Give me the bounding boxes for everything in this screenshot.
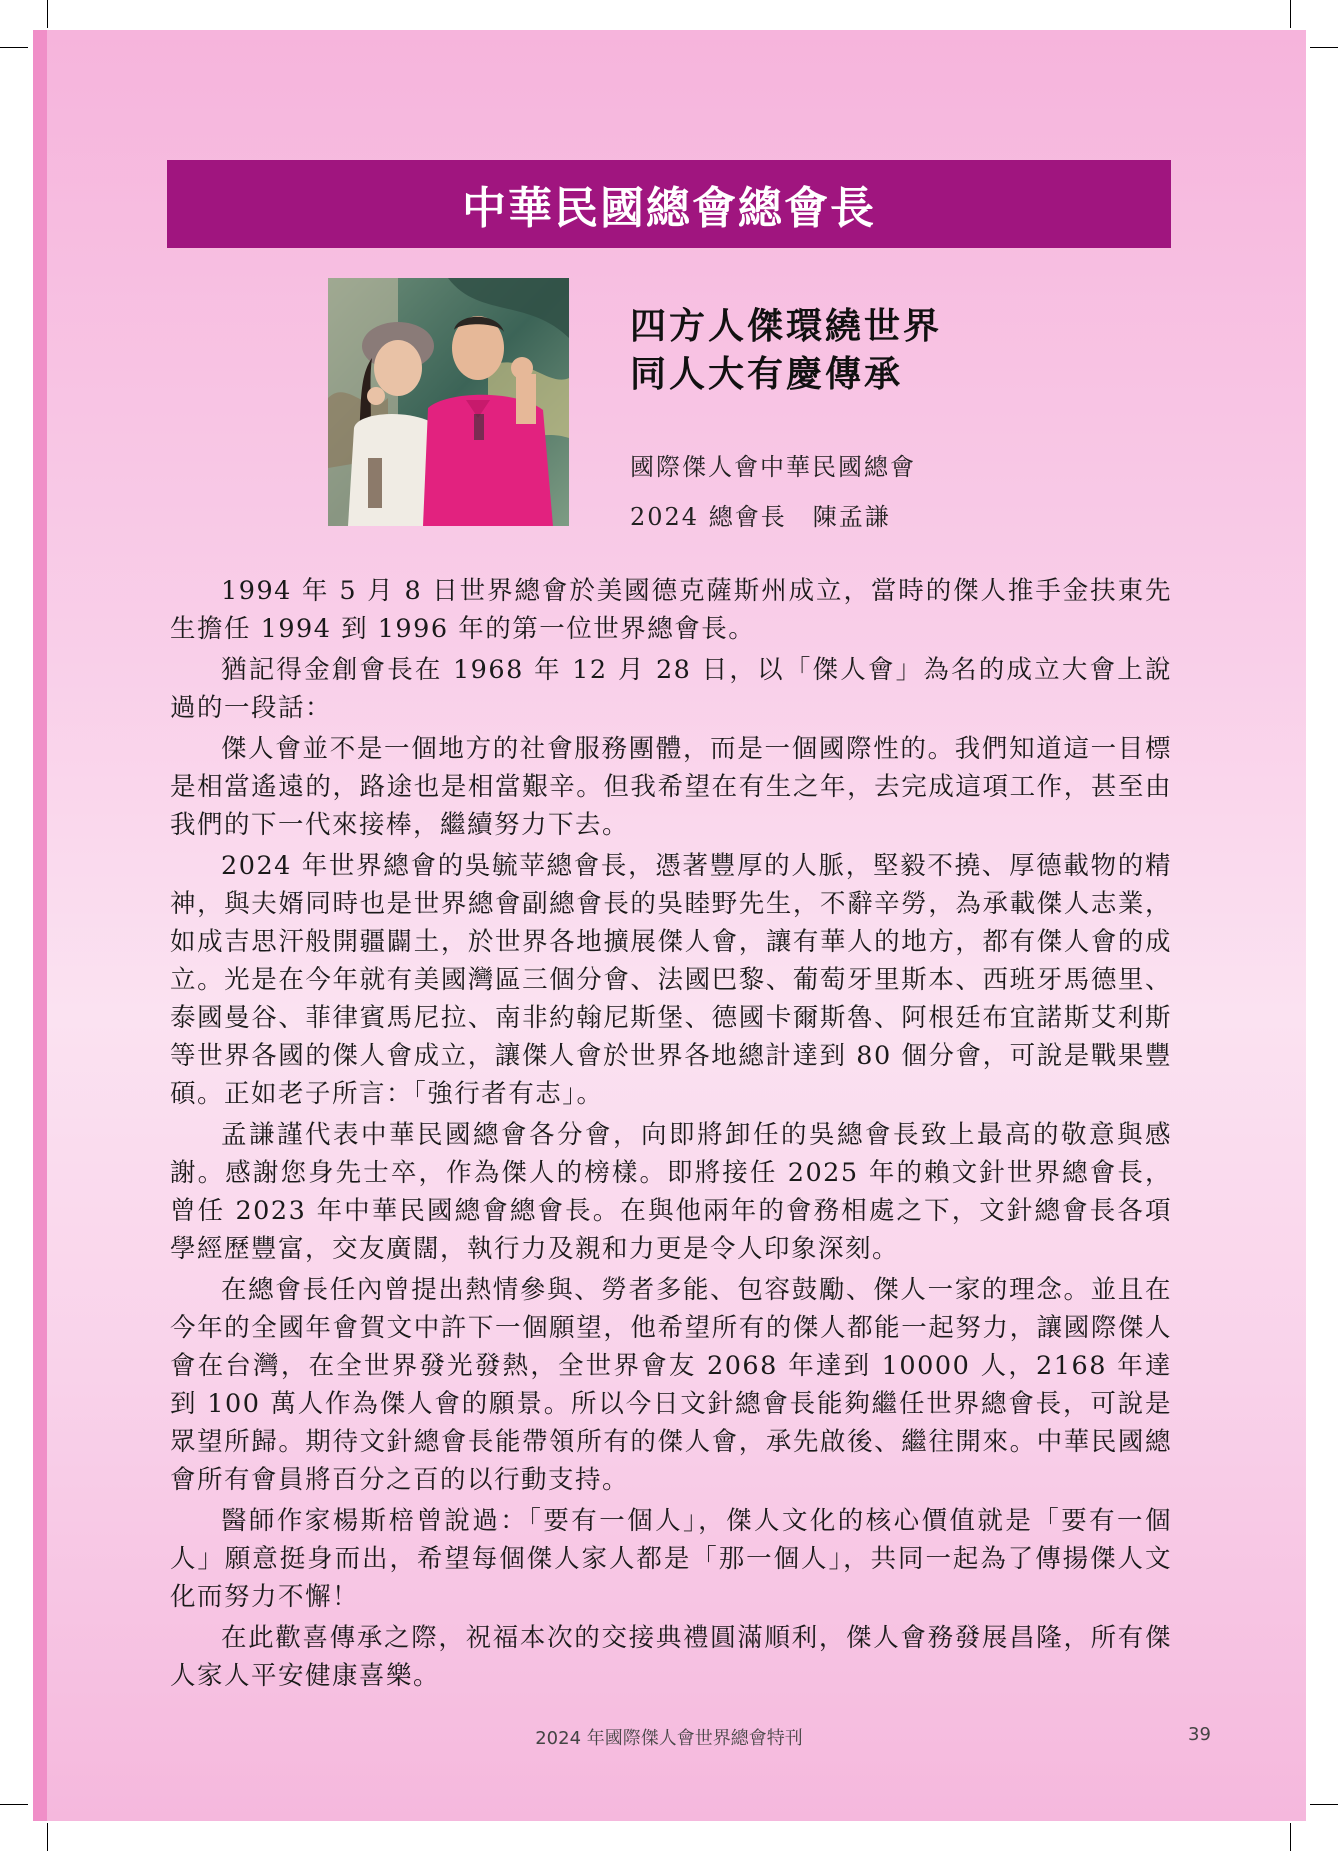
body-paragraph: 猶記得金創會長在 1968 年 12 月 28 日，以「傑人會」為名的成立大會上說過的一段話： (170, 655, 1172, 723)
crop-mark (1310, 1804, 1338, 1805)
crop-mark (0, 1804, 28, 1805)
body-paragraph: 孟謙謹代表中華民國總會各分會，向即將卸任的吳總會長致上最高的敬意與感謝。感謝您身先士卒，作為傑人的榜樣。即將接任 2025 年的賴文針世界總會長，曾任 2023 年中華民國總會總會長。在與他兩年的會務相處之下，文針總會長各項學經歷豐富，交友廣闊，執行力及親和力更是令人印象深刻。 (170, 1120, 1172, 1264)
crop-mark (1290, 0, 1291, 28)
body-paragraph: 在總會長任內曾提出熱情參與、勞者多能、包容鼓勵、傑人一家的理念。並且在今年的全國年會賀文中許下一個願望，他希望所有的傑人都能一起努力，讓國際傑人會在台灣，在全世界發光發熱，全世界會友 2068 年達到 10000 人，2168 年達到 100 萬人作為傑人會的願景。所以今日文針總會長能夠繼任世界總會長，可說是眾望所歸。期待文針總會長能帶領所有的傑人會，承先啟後、繼往開來。中華民國總會所有會員將百分之百的以行動支持。 (170, 1275, 1172, 1495)
byline-author: 2024 總會長 陳孟謙 (630, 503, 891, 531)
portrait-photo-illustration (328, 278, 569, 526)
footer-publication-title: 2024 年國際傑人會世界總會特刊 (535, 1728, 803, 1749)
body-paragraph: 在此歡喜傳承之際，祝福本次的交接典禮圓滿順利，傑人會務發展昌隆，所有傑人家人平安健康喜樂。 (170, 1623, 1172, 1691)
section-title-bar (167, 160, 1171, 248)
portrait-photo (328, 278, 569, 526)
section-title: 中華民國總會總會長 (462, 183, 876, 234)
article-headline (630, 302, 942, 398)
page-number: 39 (1188, 1724, 1211, 1745)
headline-line: 同人大有慶傳承 (630, 353, 904, 395)
page-edge-strip (33, 30, 47, 1821)
headline-line: 四方人傑環繞世界 (630, 305, 943, 347)
article-body (170, 572, 1172, 1698)
body-paragraph: 傑人會並不是一個地方的社會服務團體，而是一個國際性的。我們知道這一目標是相當遙遠的，路途也是相當艱辛。但我希望在有生之年，去完成這項工作，甚至由我們的下一代來接棒，繼續努力下去。 (170, 734, 1172, 840)
crop-mark (0, 47, 28, 48)
author-byline (630, 442, 916, 542)
body-paragraph: 1994 年 5 月 8 日世界總會於美國德克薩斯州成立，當時的傑人推手金扶東先生擔任 1994 到 1996 年的第一位世界總會長。 (170, 576, 1172, 644)
crop-mark (1290, 1823, 1291, 1851)
body-paragraph: 2024 年世界總會的吳毓苹總會長，憑著豐厚的人脈，堅毅不撓、厚德載物的精神，與夫婿同時也是世界總會副總會長的吳睦野先生，不辭辛勞，為承載傑人志業，如成吉思汗般開疆闢土，於世界各地擴展傑人會，讓有華人的地方，都有傑人會的成立。光是在今年就有美國灣區三個分會、法國巴黎、葡萄牙里斯本、西班牙馬德里、泰國曼谷、菲律賓馬尼拉、南非約翰尼斯堡、德國卡爾斯魯、阿根廷布宜諾斯艾利斯等世界各國的傑人會成立，讓傑人會於世界各地總計達到 80 個分會，可說是戰果豐碩。正如老子所言：「強行者有志」。 (170, 851, 1172, 1109)
crop-mark (47, 0, 48, 28)
crop-mark (1310, 47, 1338, 48)
body-paragraph: 醫師作家楊斯棓曾說過：「要有一個人」，傑人文化的核心價值就是「要有一個人」願意挺身而出，希望每個傑人家人都是「那一個人」，共同一起為了傳揚傑人文化而努力不懈！ (170, 1506, 1172, 1612)
crop-mark (47, 1823, 48, 1851)
byline-organization: 國際傑人會中華民國總會 (630, 453, 916, 481)
